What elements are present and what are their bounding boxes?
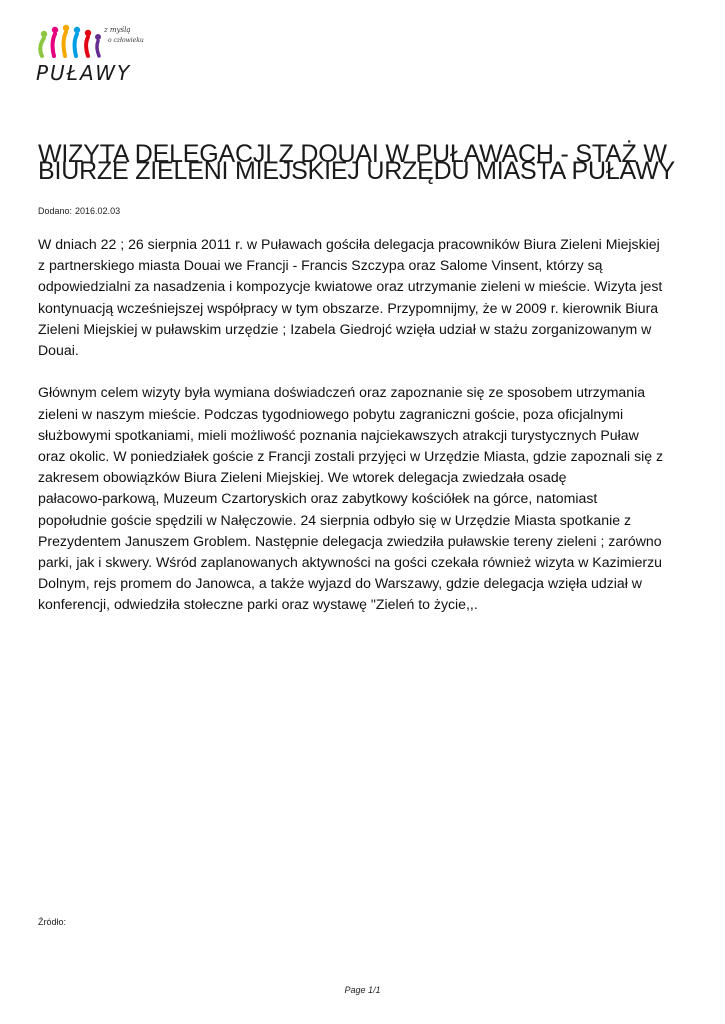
logo-wordmark: PUŁAWY bbox=[36, 61, 132, 85]
article-paragraph: W dniach 22 ; 26 sierpnia 2011 r. w Puławach gościła delegacja pracowników Biura Zieleni Miejskiej z partnerskiego miasta Douai we Francji - Francis Szczypa oraz Salome Vinsent, którzy są odpowiedzialni za nasadzenia i kompozycje kwiatowe oraz utrzymanie zieleni w mieście. Wizyta jest kontynuacją wcześniejszej współpracy w tym obszarze. Przypomnijmy, że w 2009 r. kierownik Biura Zieleni Miejskiej w puławskim urzędzie ; Izabela Giedrojć wzięła udział w stażu zorganizowanym w Douai. bbox=[38, 236, 663, 359]
date-added-value: 2016.02.03 bbox=[75, 206, 121, 216]
page-number: Page 1/1 bbox=[344, 985, 381, 995]
date-added-label: Dodano: bbox=[38, 206, 73, 216]
article-body bbox=[38, 234, 690, 637]
figures-icon bbox=[40, 25, 101, 56]
article-paragraph: Głównym celem wizyty była wymiana doświadczeń oraz zapoznanie się ze sposobem utrzymania zieleni w naszym mieście. Podczas tygodniowego pobytu zagraniczni goście, poza oficjalnymi służbowymi spotkaniami, mieli możliwość poznania najciekawszych atrakcji turystycznych Puław oraz okolic. W poniedziałek goście z Francji zostali przyjęci w Urzędzie Miasta, gdzie zapoznali się z zakresem obowiązków Biura Zieleni Miejskiej. We wtorek delegacja zwiedzała osadę pałacowo-parkową, Muzeum Czartoryskich oraz zabytkowy kościółek na górce, natomiast popołudnie goście spędzili w Nałęczowie. 24 sierpnia odbyło się w Urzędzie Miasta spotkanie z Prezydentem Januszem Groblem. Następnie delegacja zwiedziła puławskie tereny zieleni ; zarówno parki, jak i skwery. Wśród zaplanowanych aktywności na gości czekała również wizyta w Kazimierzu Dolnym, rejs promem do Janowca, a także wyjazd do Warszawy, gdzie delegacja wzięła udział w konferencji, odwiedziła stołeczne parki oraz wystawę "Zieleń to życie,,. bbox=[38, 384, 664, 613]
date-added bbox=[38, 206, 123, 216]
source-label: Źródło: bbox=[38, 917, 67, 927]
pulawy-logo-graphic bbox=[30, 20, 145, 88]
article-title: WIZYTA DELEGACJI Z DOUAI W PUŁAWACH - STAŻ W BIURZE ZIELENI MIEJSKIEJ URZĘDU MIASTA PUŁAWY bbox=[38, 140, 675, 185]
logo-tagline-1: z myślą bbox=[104, 26, 131, 34]
logo bbox=[30, 20, 145, 88]
logo-tagline-2: o człowieku bbox=[108, 37, 144, 44]
